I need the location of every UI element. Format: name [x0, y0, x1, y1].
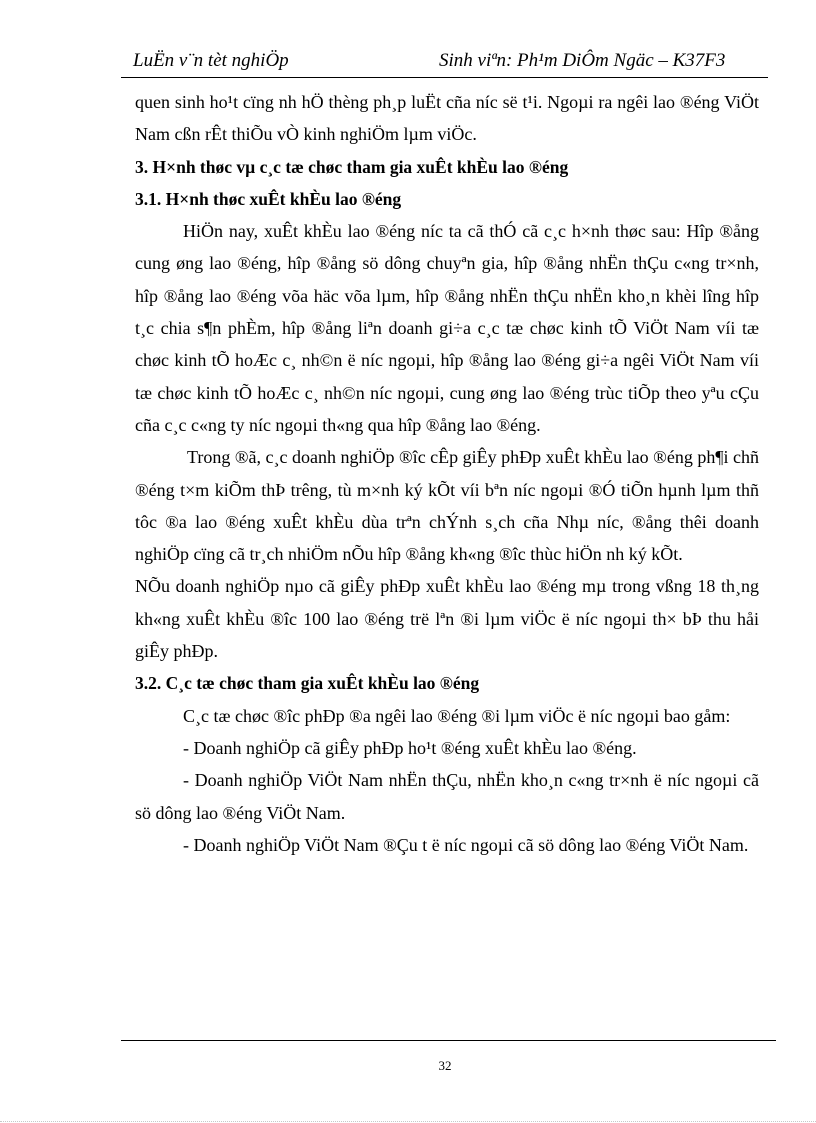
list-item: - Doanh nghiÖp ViÖt Nam ®Çu t ë níc ngoµi cã sö dông lao ®éng ViÖt Nam. — [183, 834, 749, 855]
section-heading: 3. H×nh thøc vµ c¸c tæ chøc tham gia xuÊt khÈu lao ®éng — [135, 156, 569, 177]
page-bottom-edge — [0, 1121, 816, 1122]
list-item: - Doanh nghiÖp cã giÊy phÐp ho¹t ®éng xuÊt khÈu lao ®éng. — [183, 737, 637, 758]
list-item: - Doanh nghiÖp ViÖt Nam nhËn thÇu, nhËn kho¸n c«ng tr×nh ë níc ngoµi cã sö dông lao ®éng ViÖt Nam. — [135, 770, 759, 823]
header-divider — [121, 77, 768, 78]
student-info: Sinh viªn: Ph¹m DiÔm Ngäc – K37F3 — [439, 50, 726, 71]
thesis-title: LuËn v¨n tèt nghiÖp — [133, 50, 289, 71]
page-header — [133, 46, 773, 76]
page-number: 32 — [438, 1058, 452, 1073]
subsection-heading-organizations: 3.2. C¸c tæ chøc tham gia xuÊt khÈu lao ®éng — [135, 673, 480, 694]
paragraph-organizations: C¸c tæ chøc ®îc phÐp ®a ngêi lao ®éng ®i lµm viÖc ë níc ngoµi bao gåm: — [183, 705, 731, 726]
paragraph-license-revocation: NÕu doanh nghiÖp nµo cã giÊy phÐp xuÊt khÈu lao ®éng mµ trong vßng 18 th¸ng kh«ng xuÊt khÈu ®îc 100 lao ®éng trë lªn ®i lµm viÖc ë níc ngoµi th× bÞ thu håi giÊy phÐp. — [135, 576, 759, 662]
subsection-heading-forms: 3.1. H×nh thøc xuÊt khÈu lao ®éng — [135, 188, 402, 209]
document-body — [135, 86, 759, 861]
footer-divider — [121, 1040, 776, 1041]
paragraph-responsibilities: Trong ®ã, c¸c doanh nghiÖp ®îc cÊp giÊy phÐp xuÊt khÈu lao ®éng ph¶i chñ ®éng t×m kiÕm thÞ trêng, tù m×nh ký kÕt víi bªn níc ngoµi ®Ó tiÕn hµnh lµm thñ tôc ®a lao ®éng xuÊt khÈu dùa trªn chÝnh s¸ch cña Nhµ níc, ®ång thêi doanh nghiÖp cïng cã tr¸ch nhiÖm nÕu hîp ®ång kh«ng ®îc thùc hiÖn nh ký kÕt. — [135, 447, 759, 565]
paragraph-forms: HiÖn nay, xuÊt khÈu lao ®éng níc ta cã thÓ cã c¸c h×nh thøc sau: Hîp ®ång cung øng lao ®éng, hîp ®ång sö dông chuyªn gia, hîp ®ång nhËn thÇu c«ng tr×nh, hîp ®ång lao ®éng võa häc võa lµm, hîp ®ång nhËn thÇu nhËn kho¸n khèi lîng hîp t¸c chia s¶n phÈm, hîp ®ång liªn doanh gi÷a c¸c tæ chøc kinh tÕ ViÖt Nam víi tæ chøc kinh tÕ hoÆc c¸ nh©n ë níc ngoµi, hîp ®ång lao ®éng gi÷a ngêi ViÖt Nam víi tæ chøc kinh tÕ hoÆc c¸ nh©n níc ngoµi, cung øng lao ®éng trùc tiÕp theo yªu cÇu cña c¸c c«ng ty níc ngoµi th«ng qua hîp ®ång lao ®éng. — [135, 221, 759, 435]
paragraph-continuation: quen sinh ho¹t cïng nh hÖ thèng ph¸p luËt cña níc së t¹i. Ngoµi ra ngêi lao ®éng ViÖt Nam cßn rÊt thiÕu vÒ kinh nghiÖm lµm viÖc. — [135, 92, 759, 145]
